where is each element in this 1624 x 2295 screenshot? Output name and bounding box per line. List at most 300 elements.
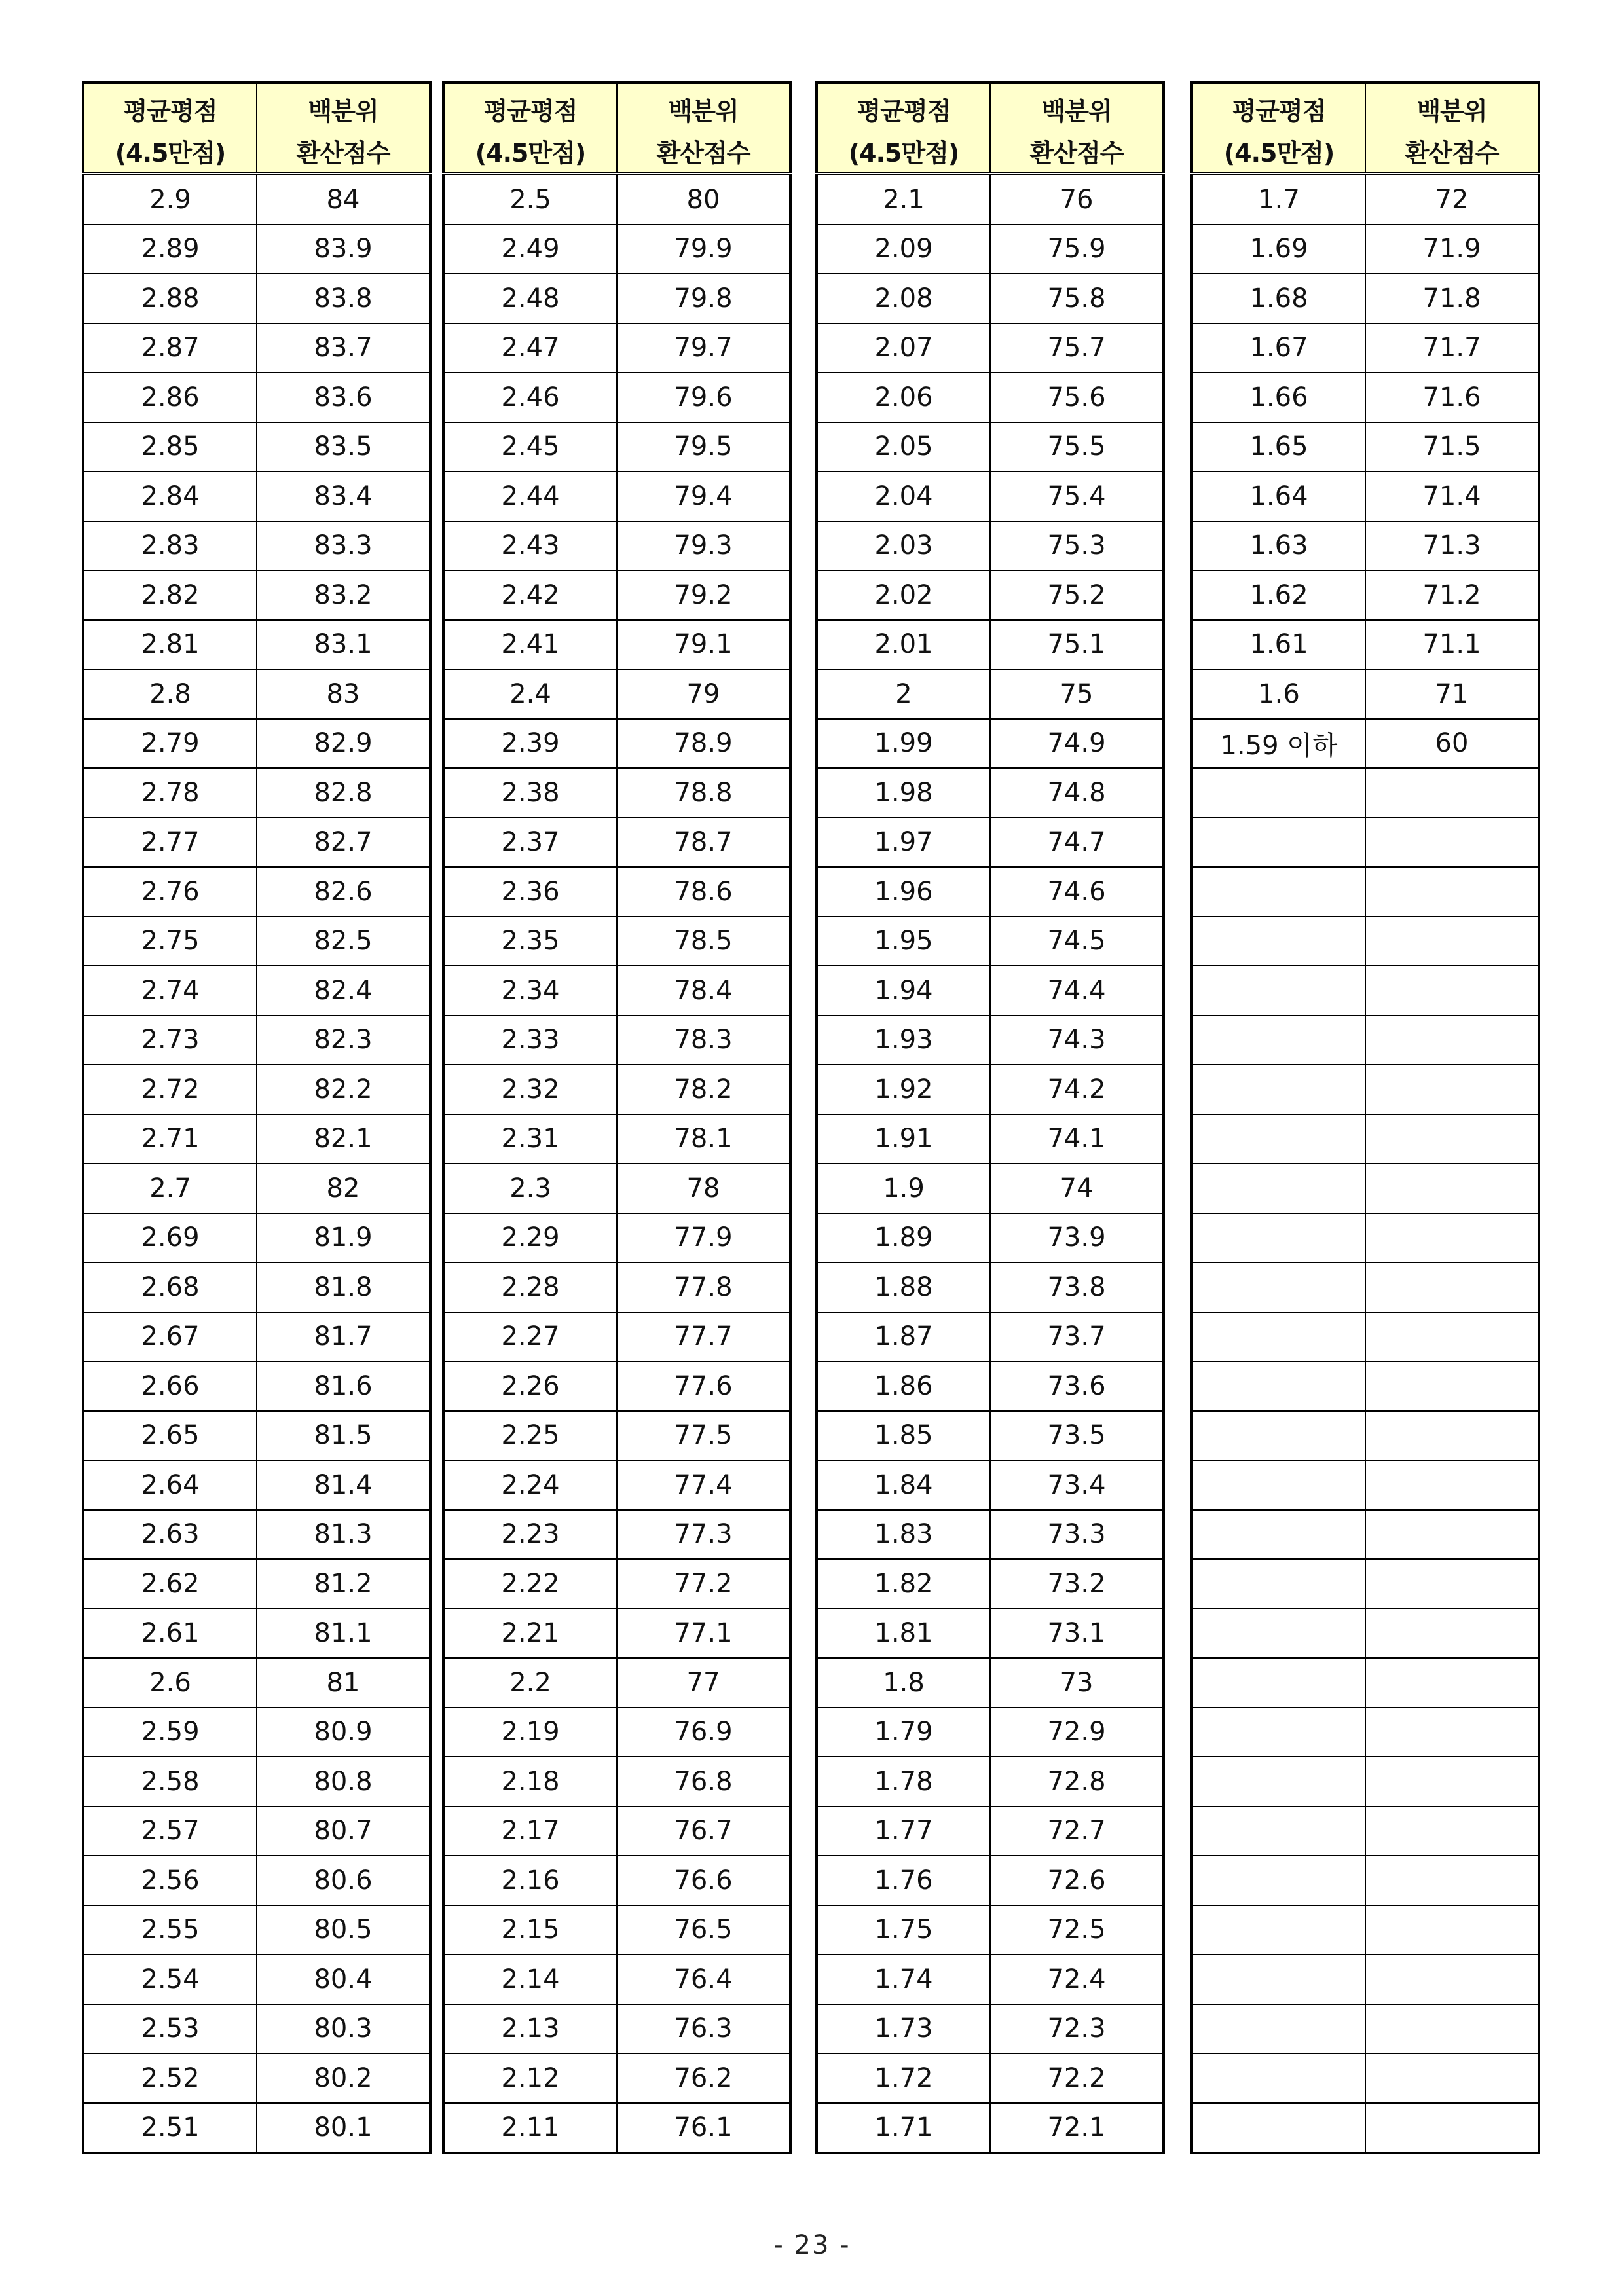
page-number: - 23 - — [773, 2230, 851, 2260]
table-row — [817, 2004, 1164, 2054]
table-row — [817, 818, 1164, 868]
percentile-score-cell: 76.2 — [617, 2053, 790, 2103]
gpa-cell — [1192, 1312, 1365, 1362]
table-row — [817, 1658, 1164, 1708]
gpa-cell: 2.33 — [443, 1016, 617, 1065]
percentile-score-cell: 74.8 — [990, 768, 1164, 818]
table-row — [817, 1312, 1164, 1362]
percentile-score-cell: 71.7 — [1365, 323, 1539, 373]
table-row — [83, 274, 430, 323]
percentile-score-cell: 81.3 — [257, 1510, 430, 1560]
header-gpa-label: 평균평점 — [817, 83, 990, 130]
table-row — [817, 274, 1164, 323]
gpa-cell: 2.71 — [83, 1114, 257, 1164]
gpa-cell: 2.18 — [443, 1757, 617, 1807]
percentile-score-cell: 74.5 — [990, 917, 1164, 966]
table-row — [443, 471, 790, 521]
percentile-score-cell: 81.5 — [257, 1411, 430, 1461]
percentile-score-cell: 83.4 — [257, 471, 430, 521]
percentile-score-cell — [1365, 2053, 1539, 2103]
gpa-cell: 2.8 — [83, 669, 257, 719]
percentile-score-cell: 75.5 — [990, 422, 1164, 472]
gpa-cell: 1.81 — [817, 1609, 990, 1659]
table-row — [83, 471, 430, 521]
table-row — [1192, 1708, 1539, 1757]
table-row — [443, 2004, 790, 2054]
percentile-score-cell: 82.8 — [257, 768, 430, 818]
table-row — [443, 1114, 790, 1164]
percentile-score-cell: 75.9 — [990, 225, 1164, 274]
gpa-cell: 2.74 — [83, 966, 257, 1016]
percentile-score-cell: 83.2 — [257, 570, 430, 620]
gpa-cell — [1192, 867, 1365, 917]
percentile-score-cell: 80.2 — [257, 2053, 430, 2103]
gpa-cell: 2.87 — [83, 323, 257, 373]
percentile-score-cell: 83.9 — [257, 225, 430, 274]
gpa-cell: 2.03 — [817, 521, 990, 571]
gpa-cell: 1.7 — [1192, 174, 1365, 225]
percentile-score-cell: 73.8 — [990, 1262, 1164, 1312]
table-row — [443, 1016, 790, 1065]
table-row — [1192, 768, 1539, 818]
gpa-cell: 2.3 — [443, 1164, 617, 1213]
gpa-cell: 2.43 — [443, 521, 617, 571]
percentile-score-cell: 79.7 — [617, 323, 790, 373]
table-row — [1192, 1510, 1539, 1560]
gpa-cell: 2.29 — [443, 1213, 617, 1263]
gpa-cell: 2.13 — [443, 2004, 617, 2054]
gpa-cell: 1.82 — [817, 1559, 990, 1609]
gpa-cell: 1.93 — [817, 1016, 990, 1065]
table-row — [1192, 570, 1539, 620]
gpa-cell — [1192, 768, 1365, 818]
gpa-cell: 2.67 — [83, 1312, 257, 1362]
percentile-score-cell: 72 — [1365, 174, 1539, 225]
percentile-score-cell: 73.1 — [990, 1609, 1164, 1659]
gpa-cell: 2.45 — [443, 422, 617, 472]
percentile-score-cell: 74.7 — [990, 818, 1164, 868]
table-header — [83, 83, 430, 174]
table-row — [443, 2053, 790, 2103]
table-row — [443, 1807, 790, 1856]
percentile-score-cell — [1365, 1016, 1539, 1065]
gpa-cell: 2.55 — [83, 1905, 257, 1955]
percentile-score-cell — [1365, 1460, 1539, 1510]
percentile-score-cell: 75 — [990, 669, 1164, 719]
gpa-cell: 2.08 — [817, 274, 990, 323]
percentile-score-cell: 75.4 — [990, 471, 1164, 521]
gpa-cell: 2.24 — [443, 1460, 617, 1510]
percentile-score-cell: 79.9 — [617, 225, 790, 274]
percentile-score-cell: 81.2 — [257, 1559, 430, 1609]
table-row — [443, 570, 790, 620]
percentile-score-cell: 78.6 — [617, 867, 790, 917]
gpa-cell: 2.04 — [817, 471, 990, 521]
table-row — [83, 1312, 430, 1362]
percentile-score-cell — [1365, 1510, 1539, 1560]
gpa-cell: 1.88 — [817, 1262, 990, 1312]
percentile-score-cell: 71.1 — [1365, 620, 1539, 670]
table-row — [83, 570, 430, 620]
percentile-score-cell — [1365, 1213, 1539, 1263]
percentile-score-cell: 77.8 — [617, 1262, 790, 1312]
percentile-score-cell: 80 — [617, 174, 790, 225]
percentile-score-cell: 74.1 — [990, 1114, 1164, 1164]
gpa-cell: 2.44 — [443, 471, 617, 521]
table-row — [83, 1262, 430, 1312]
percentile-score-cell: 78.4 — [617, 966, 790, 1016]
percentile-score-cell: 81.7 — [257, 1312, 430, 1362]
gpa-cell: 2.83 — [83, 521, 257, 571]
table-row — [1192, 1905, 1539, 1955]
percentile-score-cell: 76.1 — [617, 2103, 790, 2154]
percentile-score-cell: 76.3 — [617, 2004, 790, 2054]
table-row — [1192, 1164, 1539, 1213]
gpa-cell: 2 — [817, 669, 990, 719]
gpa-cell: 2.63 — [83, 1510, 257, 1560]
percentile-score-cell: 73.5 — [990, 1411, 1164, 1461]
table-row — [83, 719, 430, 769]
percentile-score-cell — [1365, 2004, 1539, 2054]
percentile-score-cell: 80.7 — [257, 1807, 430, 1856]
table-row — [83, 620, 430, 670]
percentile-score-cell: 82.3 — [257, 1016, 430, 1065]
table-row — [443, 818, 790, 868]
gpa-cell: 1.94 — [817, 966, 990, 1016]
gpa-cell: 1.62 — [1192, 570, 1365, 620]
gpa-cell: 2.35 — [443, 917, 617, 966]
gpa-cell: 2.26 — [443, 1361, 617, 1411]
percentile-score-cell — [1365, 1312, 1539, 1362]
gpa-cell: 2.22 — [443, 1559, 617, 1609]
percentile-score-cell: 84 — [257, 174, 430, 225]
table-row — [817, 1114, 1164, 1164]
gpa-cell — [1192, 1164, 1365, 1213]
gpa-cell: 2.73 — [83, 1016, 257, 1065]
table-row — [83, 1658, 430, 1708]
percentile-score-cell: 71.8 — [1365, 274, 1539, 323]
table-row — [817, 1213, 1164, 1263]
table-row — [1192, 1955, 1539, 2004]
table-row — [443, 1312, 790, 1362]
gpa-cell: 2.9 — [83, 174, 257, 225]
percentile-score-cell — [1365, 1856, 1539, 1905]
gpa-cell: 2.23 — [443, 1510, 617, 1560]
percentile-score-cell: 73.2 — [990, 1559, 1164, 1609]
table-row — [1192, 1411, 1539, 1461]
gpa-cell: 1.68 — [1192, 274, 1365, 323]
gpa-cell: 2.76 — [83, 867, 257, 917]
percentile-score-cell: 72.1 — [990, 2103, 1164, 2154]
gpa-cell: 2.02 — [817, 570, 990, 620]
gpa-cell: 1.6 — [1192, 669, 1365, 719]
percentile-score-cell: 74.9 — [990, 719, 1164, 769]
table-row — [83, 2103, 430, 2154]
header-gpa-label: 평균평점 — [1192, 83, 1365, 130]
table-header — [443, 83, 790, 174]
percentile-score-cell: 80.8 — [257, 1757, 430, 1807]
gpa-cell: 2.36 — [443, 867, 617, 917]
table-row — [817, 1510, 1164, 1560]
table-row — [1192, 917, 1539, 966]
table-row — [443, 174, 790, 225]
conversion-table-4 — [1190, 81, 1540, 2154]
table-row — [443, 1905, 790, 1955]
table-row — [443, 1708, 790, 1757]
table-row — [817, 174, 1164, 225]
table-row — [443, 1510, 790, 1560]
percentile-score-cell: 79 — [617, 669, 790, 719]
table-row — [443, 1856, 790, 1905]
gpa-cell: 2.85 — [83, 422, 257, 472]
header-percentile-label: 백분위 — [990, 83, 1164, 130]
gpa-cell: 2.66 — [83, 1361, 257, 1411]
percentile-score-cell: 78.1 — [617, 1114, 790, 1164]
percentile-score-cell — [1365, 1955, 1539, 2004]
percentile-score-cell: 76.7 — [617, 1807, 790, 1856]
table-row — [443, 225, 790, 274]
gpa-cell — [1192, 1016, 1365, 1065]
gpa-cell: 1.85 — [817, 1411, 990, 1461]
table-row — [83, 1708, 430, 1757]
gpa-cell: 2.09 — [817, 225, 990, 274]
percentile-score-cell — [1365, 1609, 1539, 1659]
percentile-score-cell: 83.1 — [257, 620, 430, 670]
table-row — [83, 1510, 430, 1560]
percentile-score-cell: 82.9 — [257, 719, 430, 769]
header-percentile-label: 백분위 — [1365, 83, 1539, 130]
percentile-score-cell: 77.4 — [617, 1460, 790, 1510]
table-row — [443, 719, 790, 769]
percentile-score-cell: 71 — [1365, 669, 1539, 719]
percentile-score-cell: 79.5 — [617, 422, 790, 472]
gpa-cell: 1.86 — [817, 1361, 990, 1411]
gpa-cell: 1.69 — [1192, 225, 1365, 274]
gpa-cell: 1.64 — [1192, 471, 1365, 521]
percentile-score-cell: 82.7 — [257, 818, 430, 868]
table-row — [443, 768, 790, 818]
table-row — [1192, 2103, 1539, 2154]
gpa-cell — [1192, 1262, 1365, 1312]
percentile-score-cell: 77.1 — [617, 1609, 790, 1659]
table-row — [1192, 1016, 1539, 1065]
table-row — [817, 1262, 1164, 1312]
gpa-cell: 2.77 — [83, 818, 257, 868]
conversion-table-2 — [442, 81, 792, 2154]
table-row — [443, 1262, 790, 1312]
percentile-score-cell: 76.5 — [617, 1905, 790, 1955]
percentile-score-cell: 72.9 — [990, 1708, 1164, 1757]
gpa-cell: 2.64 — [83, 1460, 257, 1510]
table-row — [443, 917, 790, 966]
gpa-cell — [1192, 917, 1365, 966]
percentile-score-cell — [1365, 966, 1539, 1016]
percentile-score-cell: 75.3 — [990, 521, 1164, 571]
gpa-cell: 1.65 — [1192, 422, 1365, 472]
gpa-cell: 1.71 — [817, 2103, 990, 2154]
table-row — [443, 1559, 790, 1609]
table-row — [1192, 1262, 1539, 1312]
percentile-score-cell — [1365, 768, 1539, 818]
percentile-score-cell: 77.3 — [617, 1510, 790, 1560]
table-row — [1192, 471, 1539, 521]
gpa-cell: 2.88 — [83, 274, 257, 323]
gpa-cell: 2.27 — [443, 1312, 617, 1362]
percentile-score-cell: 83.5 — [257, 422, 430, 472]
table-body — [817, 174, 1164, 2153]
percentile-score-cell: 83.3 — [257, 521, 430, 571]
percentile-score-cell: 75.6 — [990, 373, 1164, 422]
gpa-cell: 2.78 — [83, 768, 257, 818]
percentile-score-cell: 79.1 — [617, 620, 790, 670]
percentile-score-cell: 79.6 — [617, 373, 790, 422]
percentile-score-cell: 78.3 — [617, 1016, 790, 1065]
table-row — [817, 620, 1164, 670]
gpa-cell: 2.62 — [83, 1559, 257, 1609]
percentile-score-cell: 71.3 — [1365, 521, 1539, 571]
percentile-score-cell: 75.8 — [990, 274, 1164, 323]
table-row — [443, 669, 790, 719]
table-row — [1192, 323, 1539, 373]
gpa-cell: 2.25 — [443, 1411, 617, 1461]
percentile-score-cell: 81.6 — [257, 1361, 430, 1411]
gpa-cell: 1.67 — [1192, 323, 1365, 373]
gpa-cell: 1.75 — [817, 1905, 990, 1955]
percentile-score-cell: 72.7 — [990, 1807, 1164, 1856]
gpa-cell: 2.51 — [83, 2103, 257, 2154]
percentile-score-cell: 73.3 — [990, 1510, 1164, 1560]
gpa-cell: 2.72 — [83, 1065, 257, 1114]
gpa-cell: 1.63 — [1192, 521, 1365, 571]
gpa-cell: 2.46 — [443, 373, 617, 422]
gpa-cell: 1.73 — [817, 2004, 990, 2054]
table-row — [83, 225, 430, 274]
gpa-cell: 2.11 — [443, 2103, 617, 2154]
table-row — [817, 1559, 1164, 1609]
table-row — [817, 1065, 1164, 1114]
percentile-score-cell: 82.1 — [257, 1114, 430, 1164]
percentile-score-cell: 60 — [1365, 719, 1539, 769]
table-row — [1192, 1559, 1539, 1609]
table-header — [1192, 83, 1539, 174]
gpa-cell: 1.92 — [817, 1065, 990, 1114]
table-row — [443, 1065, 790, 1114]
percentile-score-cell — [1365, 2103, 1539, 2154]
table-row — [817, 570, 1164, 620]
table-row — [817, 768, 1164, 818]
gpa-cell: 2.75 — [83, 917, 257, 966]
gpa-cell — [1192, 1658, 1365, 1708]
header-gpa-scale: (4.5만점) — [1192, 130, 1365, 174]
table-row — [817, 1411, 1164, 1461]
header-percentile-score: 환산점수 — [990, 130, 1164, 174]
percentile-score-cell: 77.7 — [617, 1312, 790, 1362]
percentile-score-cell: 73.6 — [990, 1361, 1164, 1411]
gpa-cell — [1192, 1807, 1365, 1856]
table-row — [817, 1807, 1164, 1856]
table-row — [817, 1164, 1164, 1213]
gpa-cell — [1192, 1361, 1365, 1411]
table-row — [1192, 2004, 1539, 2054]
table-row — [83, 2004, 430, 2054]
gpa-cell: 1.99 — [817, 719, 990, 769]
gpa-cell: 2.53 — [83, 2004, 257, 2054]
table-row — [83, 1460, 430, 1510]
percentile-score-cell: 83.7 — [257, 323, 430, 373]
header-percentile-score: 환산점수 — [1365, 130, 1539, 174]
percentile-score-cell — [1365, 1658, 1539, 1708]
table-row — [1192, 373, 1539, 422]
gpa-cell: 1.96 — [817, 867, 990, 917]
table-row — [1192, 1312, 1539, 1362]
percentile-score-cell — [1365, 1807, 1539, 1856]
gpa-cell: 2.39 — [443, 719, 617, 769]
table-row — [443, 1658, 790, 1708]
percentile-score-cell: 72.3 — [990, 2004, 1164, 2054]
percentile-score-cell — [1365, 1361, 1539, 1411]
gpa-cell: 2.69 — [83, 1213, 257, 1263]
gpa-cell — [1192, 1609, 1365, 1659]
percentile-score-cell: 83.6 — [257, 373, 430, 422]
percentile-score-cell — [1365, 1411, 1539, 1461]
table-row — [1192, 1114, 1539, 1164]
gpa-cell: 1.91 — [817, 1114, 990, 1164]
gpa-cell — [1192, 1856, 1365, 1905]
table-row — [1192, 2053, 1539, 2103]
gpa-cell: 2.37 — [443, 818, 617, 868]
table-row — [83, 422, 430, 472]
gpa-cell: 2.31 — [443, 1114, 617, 1164]
gpa-cell — [1192, 1905, 1365, 1955]
table-row — [83, 1955, 430, 2004]
table-row — [443, 1361, 790, 1411]
percentile-score-cell: 80.6 — [257, 1856, 430, 1905]
table-row — [817, 373, 1164, 422]
gpa-cell: 1.72 — [817, 2053, 990, 2103]
gpa-cell: 2.01 — [817, 620, 990, 670]
gpa-cell — [1192, 2053, 1365, 2103]
gpa-cell: 2.28 — [443, 1262, 617, 1312]
gpa-cell: 2.07 — [817, 323, 990, 373]
gpa-cell: 1.61 — [1192, 620, 1365, 670]
table-row — [817, 917, 1164, 966]
gpa-cell — [1192, 1955, 1365, 2004]
table-body — [1192, 174, 1539, 2153]
table-row — [1192, 1065, 1539, 1114]
percentile-score-cell: 82.2 — [257, 1065, 430, 1114]
table-row — [817, 1609, 1164, 1659]
table-header — [817, 83, 1164, 174]
percentile-score-cell — [1365, 1905, 1539, 1955]
header-percentile-label: 백분위 — [617, 83, 790, 130]
table-row — [443, 1460, 790, 1510]
gpa-cell — [1192, 2103, 1365, 2154]
conversion-table-3 — [815, 81, 1165, 2154]
gpa-cell: 2.42 — [443, 570, 617, 620]
table-row — [817, 1361, 1164, 1411]
percentile-score-cell — [1365, 917, 1539, 966]
gpa-cell: 2.2 — [443, 1658, 617, 1708]
table-row — [817, 719, 1164, 769]
percentile-score-cell: 72.6 — [990, 1856, 1164, 1905]
table-row — [83, 768, 430, 818]
percentile-score-cell — [1365, 867, 1539, 917]
gpa-cell: 1.77 — [817, 1807, 990, 1856]
gpa-cell: 2.38 — [443, 768, 617, 818]
table-row — [1192, 1609, 1539, 1659]
gpa-cell: 1.83 — [817, 1510, 990, 1560]
percentile-score-cell: 71.5 — [1365, 422, 1539, 472]
